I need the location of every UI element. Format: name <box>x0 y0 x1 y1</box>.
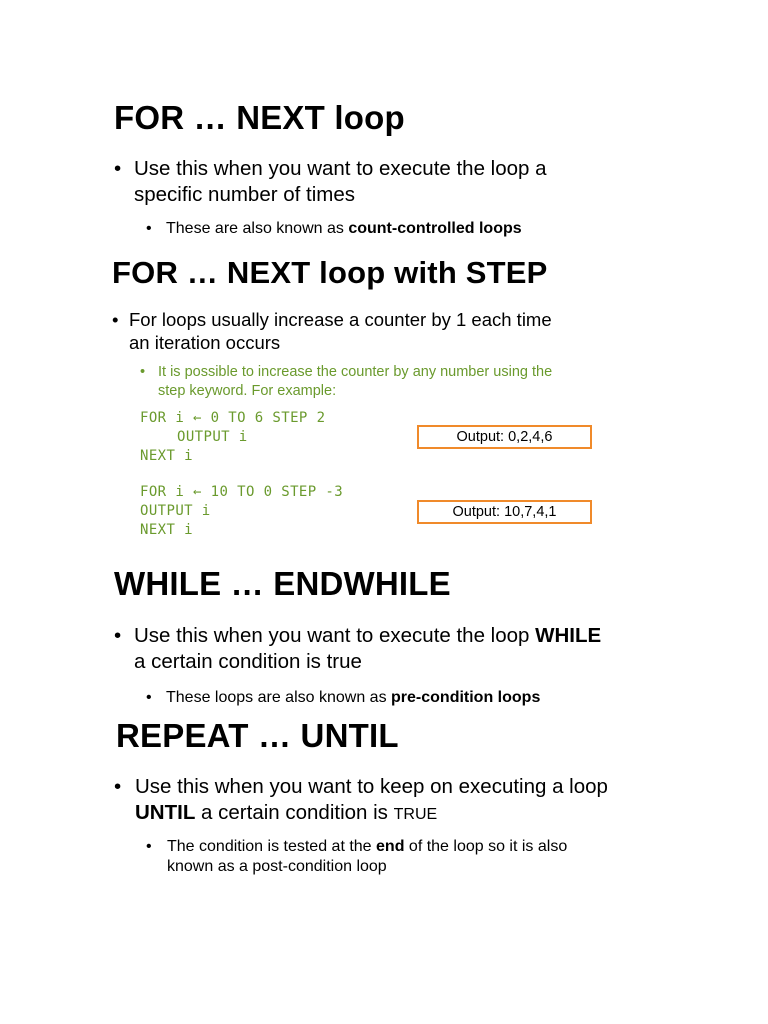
for-next-bullet-line1: Use this when you want to execute the loop a <box>134 157 547 180</box>
repeat-sub-line2: known as a post-condition loop <box>167 858 387 875</box>
repeat-bullet-line2 <box>135 800 437 828</box>
sub-text: of the loop so it is also <box>404 838 568 855</box>
true-keyword: TRUE <box>393 806 438 823</box>
code-example2-line3: NEXT i <box>140 522 193 538</box>
sub-text: These loops are also known as <box>166 689 392 706</box>
repeat-bullet-text: a certain condition is <box>195 801 394 824</box>
for-next-bullet-line2: specific number of times <box>134 183 356 206</box>
bullet-marker: • <box>140 364 146 380</box>
while-keyword: WHILE <box>535 624 602 647</box>
for-step-sub-line2: step keyword. For example: <box>158 383 337 399</box>
while-sub-bullet <box>166 688 540 708</box>
heading-while: WHILE … ENDWHILE <box>114 565 451 602</box>
code-example1-line3: NEXT i <box>140 448 193 464</box>
output-box-example1: Output: 0,2,4,6 <box>417 425 592 449</box>
for-step-bullet-line2: an iteration occurs <box>129 332 281 353</box>
for-next-sub-bullet <box>166 219 522 239</box>
bullet-marker: • <box>114 624 122 647</box>
sub-bold-text: pre-condition loops <box>391 689 541 706</box>
for-step-bullet-line1: For loops usually increase a counter by 1 each time <box>129 309 552 330</box>
for-step-sub-line1: It is possible to increase the counter by any number using the <box>158 364 553 380</box>
bullet-marker: • <box>146 689 152 706</box>
bullet-marker: • <box>146 838 152 855</box>
sub-text: The condition is tested at the <box>167 838 377 855</box>
bullet-marker: • <box>112 309 119 330</box>
bullet-marker: • <box>114 157 122 180</box>
bullet-marker: • <box>114 775 122 798</box>
heading-for-step: FOR … NEXT loop with STEP <box>112 255 548 290</box>
sub-bold-text: end <box>376 838 405 855</box>
output-box-example2: Output: 10,7,4,1 <box>417 500 592 524</box>
code-example2-line2: OUTPUT i <box>140 503 211 519</box>
repeat-sub-line1 <box>167 837 567 857</box>
until-keyword: UNTIL <box>135 801 196 824</box>
code-example1-line2: OUTPUT i <box>177 429 248 445</box>
sub-text: These are also known as <box>166 220 349 237</box>
while-bullet-line2: a certain condition is true <box>134 650 362 673</box>
heading-repeat: REPEAT … UNTIL <box>116 717 399 754</box>
while-bullet-text: Use this when you want to execute the loop <box>134 624 536 647</box>
sub-bold-text: count-controlled loops <box>348 220 522 237</box>
while-bullet-line1 <box>134 623 601 649</box>
code-example2-line1: FOR i ← 10 TO 0 STEP -3 <box>140 484 344 500</box>
repeat-bullet-line1: Use this when you want to keep on executing a loop <box>135 775 608 798</box>
heading-for-next: FOR … NEXT loop <box>114 99 405 136</box>
code-example1-line1: FOR i ← 0 TO 6 STEP 2 <box>140 410 326 426</box>
bullet-marker: • <box>146 220 152 237</box>
